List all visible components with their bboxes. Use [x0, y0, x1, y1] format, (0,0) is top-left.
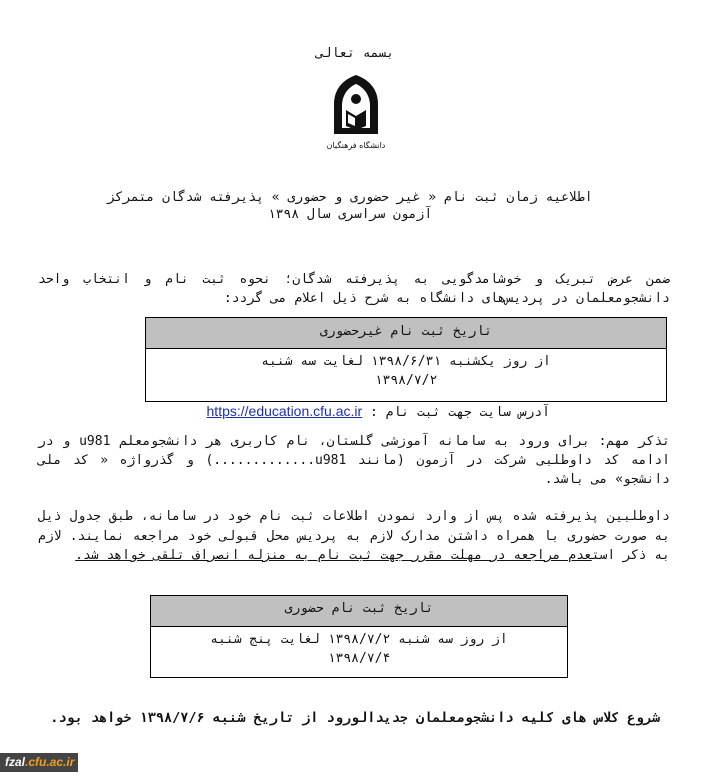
instructions-paragraph	[38, 507, 670, 566]
university-logo	[320, 72, 392, 154]
basmala: بسمه تعالی	[315, 46, 395, 61]
site-address	[150, 401, 550, 423]
announcement-title	[40, 189, 660, 223]
inperson-table-header: تاریخ ثبت نام حضوری	[151, 596, 567, 627]
university-logo-icon	[320, 72, 392, 154]
logo-caption: دانشگاه فرهنگیان	[326, 141, 386, 150]
inperson-date-line-2: ۱۳۹۸/۷/۴	[327, 651, 391, 666]
instructions-text: داوطلبین پذیرفته شده پس از وارد نمودن اطلاعات ثبت نام خود در سامانه، طبق جدول ذیل به صورت حضوری با همراه داشتن مدارک لازم به پردیس محل قبولی خود مراجعه نمایند. لازم به ذکر است	[38, 509, 670, 563]
inperson-table-body	[151, 627, 567, 668]
instructions-warning: عدم مراجعه در مهلت مقرر جهت ثبت نام به منزله انصراف تلقی خواهد شد.	[75, 548, 592, 563]
online-registration-table	[145, 317, 667, 402]
online-table-body	[146, 349, 666, 390]
online-date-line-2: ۱۳۹۸/۷/۲	[374, 373, 438, 388]
title-line-2: آزمون سراسری سال ۱۳۹۸	[267, 207, 433, 222]
classes-start-notice: شروع کلاس های کلیه دانشجومعلمان جدیدالورود از تاریخ شنبه ۱۳۹۸/۷/۶ خواهد بود.	[50, 710, 660, 726]
watermark	[0, 753, 78, 772]
watermark-part-1: fzal	[5, 755, 26, 769]
important-note: تذکر مهم: برای ورود به سامانه آموزشی گلستان، نام کاربری هر دانشجومعلم u981 و در ادامه کد داوطلبی شرکت در آزمون (مانند u981.............) و گذرواژه « کد ملی دانشجو» می باشد.	[38, 434, 670, 487]
site-link[interactable]: https://education.cfu.ac.ir	[206, 403, 363, 419]
inperson-date-line-1: از روز سه شنبه ۱۳۹۸/۷/۲ لغایت پنج شنبه	[210, 632, 508, 647]
online-table-header: تاریخ ثبت نام غیرحضوری	[146, 318, 666, 349]
site-label: آدرس سایت جهت ثبت نام :	[369, 405, 550, 420]
title-line-1: اطلاعیه زمان ثبت نام « غیر حضوری و حضوری » پذیرفته شدگان متمرکز	[107, 190, 593, 205]
intro-paragraph: ضمن عرض تبریک و خوشامدگویی به پذیرفته شدگان؛ نحوه ثبت نام و انتخاب واحد دانشجومعلمان در پردیس‌های دانشگاه به شرح ذیل اعلام می گردد:	[38, 272, 670, 306]
inperson-registration-table	[150, 595, 568, 678]
watermark-part-2: .cfu.ac.ir	[25, 755, 75, 769]
online-date-line-1: از روز یکشنبه ۱۳۹۸/۶/۳۱ لغایت سه شنبه	[261, 354, 551, 369]
